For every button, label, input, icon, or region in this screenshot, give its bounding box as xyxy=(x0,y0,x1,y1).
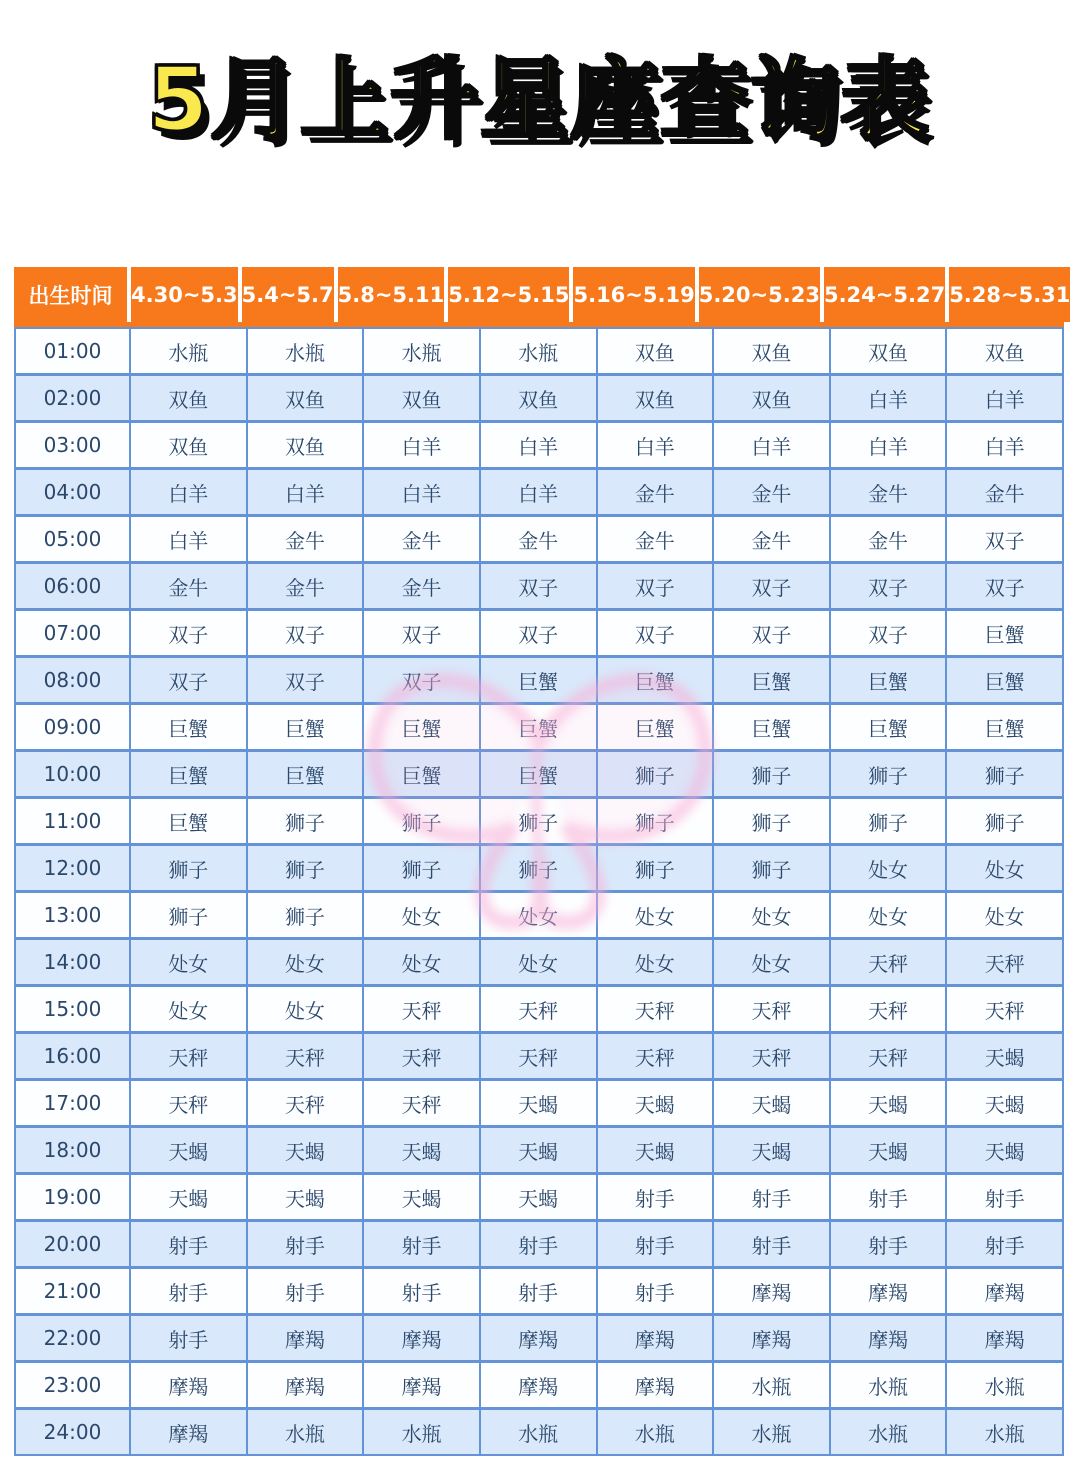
zodiac-sign-cell: 天蝎 xyxy=(131,1175,246,1219)
zodiac-sign-cell: 水瓶 xyxy=(947,1363,1062,1407)
zodiac-sign-cell: 天蝎 xyxy=(481,1128,596,1172)
zodiac-sign-cell: 白羊 xyxy=(831,423,946,467)
zodiac-sign-cell: 水瓶 xyxy=(364,1410,479,1454)
zodiac-sign-cell: 白羊 xyxy=(131,517,246,561)
zodiac-sign-cell: 白羊 xyxy=(947,423,1062,467)
zodiac-sign-cell: 双鱼 xyxy=(481,376,596,420)
zodiac-sign-cell: 天蝎 xyxy=(831,1128,946,1172)
zodiac-sign-cell: 巨蟹 xyxy=(947,611,1062,655)
zodiac-sign-cell: 狮子 xyxy=(947,752,1062,796)
zodiac-sign-cell: 狮子 xyxy=(248,799,363,843)
zodiac-sign-cell: 双子 xyxy=(131,658,246,702)
zodiac-sign-cell: 双子 xyxy=(481,564,596,608)
header-cell-date-range: 5.24~5.27 xyxy=(820,267,945,322)
zodiac-sign-cell: 白羊 xyxy=(947,376,1062,420)
zodiac-sign-cell: 天秤 xyxy=(131,1081,246,1125)
zodiac-sign-cell: 双子 xyxy=(248,611,363,655)
zodiac-sign-cell: 金牛 xyxy=(364,564,479,608)
zodiac-sign-cell: 天蝎 xyxy=(714,1081,829,1125)
zodiac-sign-cell: 水瓶 xyxy=(248,1410,363,1454)
zodiac-sign-cell: 巨蟹 xyxy=(947,705,1062,749)
zodiac-sign-cell: 巨蟹 xyxy=(481,658,596,702)
time-cell: 11:00 xyxy=(16,799,129,843)
zodiac-sign-cell: 摩羯 xyxy=(831,1316,946,1360)
zodiac-sign-cell: 双鱼 xyxy=(831,329,946,373)
zodiac-sign-cell: 双子 xyxy=(714,564,829,608)
zodiac-sign-cell: 白羊 xyxy=(364,470,479,514)
zodiac-sign-cell: 处女 xyxy=(947,893,1062,937)
header-cell-date-range: 5.28~5.31 xyxy=(945,267,1070,322)
zodiac-sign-cell: 狮子 xyxy=(364,799,479,843)
zodiac-sign-cell: 白羊 xyxy=(714,423,829,467)
zodiac-sign-cell: 天秤 xyxy=(131,1034,246,1078)
zodiac-sign-cell: 巨蟹 xyxy=(131,752,246,796)
zodiac-sign-cell: 天秤 xyxy=(481,987,596,1031)
zodiac-sign-cell: 天蝎 xyxy=(248,1175,363,1219)
zodiac-sign-cell: 狮子 xyxy=(248,893,363,937)
time-cell: 24:00 xyxy=(16,1410,129,1454)
zodiac-sign-cell: 天蝎 xyxy=(947,1081,1062,1125)
zodiac-sign-cell: 射手 xyxy=(248,1222,363,1266)
zodiac-sign-cell: 处女 xyxy=(248,940,363,984)
zodiac-sign-cell: 水瓶 xyxy=(947,1410,1062,1454)
zodiac-sign-cell: 双鱼 xyxy=(131,423,246,467)
zodiac-sign-cell: 天蝎 xyxy=(481,1081,596,1125)
zodiac-sign-cell: 金牛 xyxy=(598,470,713,514)
time-cell: 04:00 xyxy=(16,470,129,514)
zodiac-sign-cell: 天秤 xyxy=(364,987,479,1031)
zodiac-sign-cell: 射手 xyxy=(598,1269,713,1313)
zodiac-sign-cell: 金牛 xyxy=(131,564,246,608)
header-cell-birth-time: 出生时间 xyxy=(14,267,127,322)
zodiac-sign-cell: 摩羯 xyxy=(598,1363,713,1407)
time-cell: 13:00 xyxy=(16,893,129,937)
zodiac-sign-cell: 巨蟹 xyxy=(248,752,363,796)
zodiac-sign-cell: 天秤 xyxy=(947,940,1062,984)
zodiac-sign-cell: 摩羯 xyxy=(831,1269,946,1313)
zodiac-sign-cell: 金牛 xyxy=(947,470,1062,514)
zodiac-sign-cell: 双子 xyxy=(831,564,946,608)
zodiac-sign-cell: 白羊 xyxy=(598,423,713,467)
zodiac-sign-cell: 天秤 xyxy=(714,987,829,1031)
time-cell: 06:00 xyxy=(16,564,129,608)
zodiac-sign-cell: 金牛 xyxy=(248,564,363,608)
zodiac-sign-cell: 摩羯 xyxy=(947,1316,1062,1360)
zodiac-sign-cell: 水瓶 xyxy=(131,329,246,373)
zodiac-sign-cell: 处女 xyxy=(481,940,596,984)
zodiac-table xyxy=(14,267,1071,1456)
zodiac-sign-cell: 天秤 xyxy=(831,1034,946,1078)
zodiac-sign-cell: 巨蟹 xyxy=(131,705,246,749)
zodiac-sign-cell: 白羊 xyxy=(364,423,479,467)
header-cell-date-range: 5.4~5.7 xyxy=(238,267,334,322)
zodiac-sign-cell: 金牛 xyxy=(248,517,363,561)
zodiac-sign-cell: 摩羯 xyxy=(131,1410,246,1454)
table-header-row xyxy=(14,267,1071,327)
zodiac-sign-cell: 双子 xyxy=(598,611,713,655)
zodiac-sign-cell: 处女 xyxy=(831,846,946,890)
zodiac-sign-cell: 金牛 xyxy=(364,517,479,561)
zodiac-sign-cell: 天秤 xyxy=(831,987,946,1031)
zodiac-sign-cell: 白羊 xyxy=(831,376,946,420)
zodiac-sign-cell: 处女 xyxy=(714,893,829,937)
zodiac-sign-cell: 金牛 xyxy=(481,517,596,561)
zodiac-sign-cell: 巨蟹 xyxy=(248,705,363,749)
zodiac-sign-cell: 天秤 xyxy=(947,987,1062,1031)
zodiac-sign-cell: 巨蟹 xyxy=(714,658,829,702)
zodiac-sign-cell: 摩羯 xyxy=(131,1363,246,1407)
zodiac-sign-cell: 巨蟹 xyxy=(714,705,829,749)
zodiac-sign-cell: 天蝎 xyxy=(248,1128,363,1172)
zodiac-sign-cell: 金牛 xyxy=(831,470,946,514)
zodiac-sign-cell: 天秤 xyxy=(598,1034,713,1078)
zodiac-sign-cell: 狮子 xyxy=(481,846,596,890)
zodiac-sign-cell: 双子 xyxy=(364,611,479,655)
zodiac-sign-cell: 处女 xyxy=(248,987,363,1031)
zodiac-sign-cell: 巨蟹 xyxy=(598,705,713,749)
page-title: 5月上升星座查询表 xyxy=(147,48,931,151)
zodiac-sign-cell: 巨蟹 xyxy=(364,705,479,749)
zodiac-sign-cell: 双鱼 xyxy=(598,329,713,373)
time-cell: 18:00 xyxy=(16,1128,129,1172)
zodiac-sign-cell: 处女 xyxy=(364,893,479,937)
zodiac-sign-cell: 狮子 xyxy=(598,846,713,890)
zodiac-sign-cell: 狮子 xyxy=(248,846,363,890)
zodiac-sign-cell: 射手 xyxy=(831,1222,946,1266)
zodiac-sign-cell: 射手 xyxy=(598,1222,713,1266)
zodiac-sign-cell: 天蝎 xyxy=(831,1081,946,1125)
zodiac-sign-cell: 狮子 xyxy=(714,846,829,890)
zodiac-sign-cell: 巨蟹 xyxy=(831,658,946,702)
zodiac-sign-cell: 狮子 xyxy=(831,752,946,796)
zodiac-sign-cell: 天蝎 xyxy=(364,1175,479,1219)
zodiac-sign-cell: 双鱼 xyxy=(364,376,479,420)
zodiac-sign-cell: 射手 xyxy=(481,1269,596,1313)
zodiac-sign-cell: 金牛 xyxy=(714,517,829,561)
zodiac-sign-cell: 巨蟹 xyxy=(481,752,596,796)
time-cell: 10:00 xyxy=(16,752,129,796)
zodiac-sign-cell: 巨蟹 xyxy=(131,799,246,843)
zodiac-sign-cell: 射手 xyxy=(947,1175,1062,1219)
header-cell-date-range: 5.20~5.23 xyxy=(695,267,820,322)
zodiac-sign-cell: 天蝎 xyxy=(364,1128,479,1172)
zodiac-sign-cell: 摩羯 xyxy=(598,1316,713,1360)
zodiac-sign-cell: 狮子 xyxy=(831,799,946,843)
zodiac-sign-cell: 水瓶 xyxy=(598,1410,713,1454)
zodiac-sign-cell: 天秤 xyxy=(248,1081,363,1125)
zodiac-sign-cell: 射手 xyxy=(131,1222,246,1266)
zodiac-sign-cell: 天蝎 xyxy=(598,1128,713,1172)
zodiac-sign-cell: 处女 xyxy=(947,846,1062,890)
zodiac-sign-cell: 双子 xyxy=(598,564,713,608)
zodiac-sign-cell: 天秤 xyxy=(714,1034,829,1078)
zodiac-sign-cell: 巨蟹 xyxy=(598,658,713,702)
zodiac-sign-cell: 水瓶 xyxy=(481,329,596,373)
time-cell: 03:00 xyxy=(16,423,129,467)
zodiac-sign-cell: 天蝎 xyxy=(131,1128,246,1172)
zodiac-sign-cell: 狮子 xyxy=(131,846,246,890)
time-cell: 05:00 xyxy=(16,517,129,561)
zodiac-sign-cell: 狮子 xyxy=(714,752,829,796)
zodiac-sign-cell: 处女 xyxy=(598,940,713,984)
zodiac-sign-cell: 天蝎 xyxy=(947,1034,1062,1078)
zodiac-sign-cell: 双鱼 xyxy=(714,329,829,373)
zodiac-sign-cell: 双鱼 xyxy=(598,376,713,420)
zodiac-sign-cell: 水瓶 xyxy=(714,1363,829,1407)
zodiac-sign-cell: 射手 xyxy=(598,1175,713,1219)
zodiac-sign-cell: 射手 xyxy=(131,1316,246,1360)
zodiac-sign-cell: 天蝎 xyxy=(598,1081,713,1125)
zodiac-sign-cell: 摩羯 xyxy=(248,1363,363,1407)
zodiac-sign-cell: 水瓶 xyxy=(831,1363,946,1407)
zodiac-sign-cell: 双鱼 xyxy=(714,376,829,420)
time-cell: 19:00 xyxy=(16,1175,129,1219)
zodiac-sign-cell: 双鱼 xyxy=(248,423,363,467)
zodiac-sign-cell: 金牛 xyxy=(831,517,946,561)
zodiac-sign-cell: 射手 xyxy=(831,1175,946,1219)
time-cell: 23:00 xyxy=(16,1363,129,1407)
zodiac-sign-cell: 摩羯 xyxy=(481,1363,596,1407)
zodiac-sign-cell: 处女 xyxy=(831,893,946,937)
zodiac-sign-cell: 金牛 xyxy=(598,517,713,561)
header-cell-date-range: 5.12~5.15 xyxy=(444,267,569,322)
time-cell: 08:00 xyxy=(16,658,129,702)
zodiac-sign-cell: 摩羯 xyxy=(248,1316,363,1360)
zodiac-sign-cell: 处女 xyxy=(131,987,246,1031)
time-cell: 09:00 xyxy=(16,705,129,749)
zodiac-sign-cell: 处女 xyxy=(598,893,713,937)
zodiac-sign-cell: 巨蟹 xyxy=(364,752,479,796)
zodiac-sign-cell: 水瓶 xyxy=(248,329,363,373)
zodiac-sign-cell: 处女 xyxy=(481,893,596,937)
zodiac-sign-cell: 射手 xyxy=(364,1222,479,1266)
zodiac-sign-cell: 天蝎 xyxy=(947,1128,1062,1172)
time-cell: 14:00 xyxy=(16,940,129,984)
zodiac-sign-cell: 射手 xyxy=(714,1222,829,1266)
zodiac-sign-cell: 射手 xyxy=(714,1175,829,1219)
zodiac-sign-cell: 天秤 xyxy=(248,1034,363,1078)
zodiac-sign-cell: 水瓶 xyxy=(364,329,479,373)
zodiac-sign-cell: 射手 xyxy=(947,1222,1062,1266)
time-cell: 22:00 xyxy=(16,1316,129,1360)
zodiac-sign-cell: 双鱼 xyxy=(947,329,1062,373)
zodiac-sign-cell: 处女 xyxy=(714,940,829,984)
zodiac-sign-cell: 天秤 xyxy=(364,1081,479,1125)
zodiac-sign-cell: 双子 xyxy=(714,611,829,655)
zodiac-sign-cell: 处女 xyxy=(131,940,246,984)
zodiac-sign-cell: 狮子 xyxy=(131,893,246,937)
time-cell: 17:00 xyxy=(16,1081,129,1125)
zodiac-sign-cell: 双子 xyxy=(131,611,246,655)
zodiac-sign-cell: 摩羯 xyxy=(947,1269,1062,1313)
zodiac-sign-cell: 处女 xyxy=(364,940,479,984)
zodiac-sign-cell: 摩羯 xyxy=(714,1316,829,1360)
zodiac-sign-cell: 天秤 xyxy=(831,940,946,984)
time-cell: 15:00 xyxy=(16,987,129,1031)
header-cell-date-range: 4.30~5.3 xyxy=(127,267,238,322)
header-cell-date-range: 5.16~5.19 xyxy=(569,267,694,322)
zodiac-sign-cell: 摩羯 xyxy=(364,1363,479,1407)
zodiac-sign-cell: 巨蟹 xyxy=(831,705,946,749)
zodiac-sign-cell: 摩羯 xyxy=(481,1316,596,1360)
time-cell: 07:00 xyxy=(16,611,129,655)
zodiac-sign-cell: 水瓶 xyxy=(714,1410,829,1454)
zodiac-sign-cell: 双鱼 xyxy=(248,376,363,420)
zodiac-sign-cell: 射手 xyxy=(248,1269,363,1313)
zodiac-sign-cell: 天蝎 xyxy=(714,1128,829,1172)
zodiac-sign-cell: 摩羯 xyxy=(714,1269,829,1313)
table-body xyxy=(14,327,1064,1456)
zodiac-sign-cell: 狮子 xyxy=(598,752,713,796)
header-cell-date-range: 5.8~5.11 xyxy=(334,267,445,322)
time-cell: 02:00 xyxy=(16,376,129,420)
zodiac-sign-cell: 狮子 xyxy=(947,799,1062,843)
zodiac-sign-cell: 天秤 xyxy=(598,987,713,1031)
zodiac-sign-cell: 狮子 xyxy=(481,799,596,843)
zodiac-sign-cell: 双鱼 xyxy=(131,376,246,420)
zodiac-sign-cell: 白羊 xyxy=(248,470,363,514)
zodiac-sign-cell: 白羊 xyxy=(481,470,596,514)
time-cell: 01:00 xyxy=(16,329,129,373)
zodiac-sign-cell: 双子 xyxy=(248,658,363,702)
zodiac-sign-cell: 白羊 xyxy=(131,470,246,514)
zodiac-sign-cell: 射手 xyxy=(481,1222,596,1266)
zodiac-sign-cell: 天蝎 xyxy=(481,1175,596,1219)
zodiac-sign-cell: 巨蟹 xyxy=(947,658,1062,702)
zodiac-sign-cell: 狮子 xyxy=(598,799,713,843)
zodiac-sign-cell: 双子 xyxy=(947,564,1062,608)
zodiac-sign-cell: 射手 xyxy=(364,1269,479,1313)
zodiac-sign-cell: 双子 xyxy=(831,611,946,655)
zodiac-sign-cell: 狮子 xyxy=(714,799,829,843)
zodiac-sign-cell: 双子 xyxy=(364,658,479,702)
time-cell: 20:00 xyxy=(16,1222,129,1266)
zodiac-sign-cell: 水瓶 xyxy=(481,1410,596,1454)
zodiac-sign-cell: 白羊 xyxy=(481,423,596,467)
zodiac-sign-cell: 天秤 xyxy=(481,1034,596,1078)
zodiac-sign-cell: 水瓶 xyxy=(831,1410,946,1454)
zodiac-sign-cell: 双子 xyxy=(947,517,1062,561)
zodiac-sign-cell: 巨蟹 xyxy=(481,705,596,749)
time-cell: 16:00 xyxy=(16,1034,129,1078)
time-cell: 12:00 xyxy=(16,846,129,890)
zodiac-sign-cell: 金牛 xyxy=(714,470,829,514)
zodiac-sign-cell: 摩羯 xyxy=(364,1316,479,1360)
zodiac-sign-cell: 双子 xyxy=(481,611,596,655)
time-cell: 21:00 xyxy=(16,1269,129,1313)
zodiac-sign-cell: 射手 xyxy=(131,1269,246,1313)
zodiac-sign-cell: 天秤 xyxy=(364,1034,479,1078)
zodiac-sign-cell: 狮子 xyxy=(364,846,479,890)
